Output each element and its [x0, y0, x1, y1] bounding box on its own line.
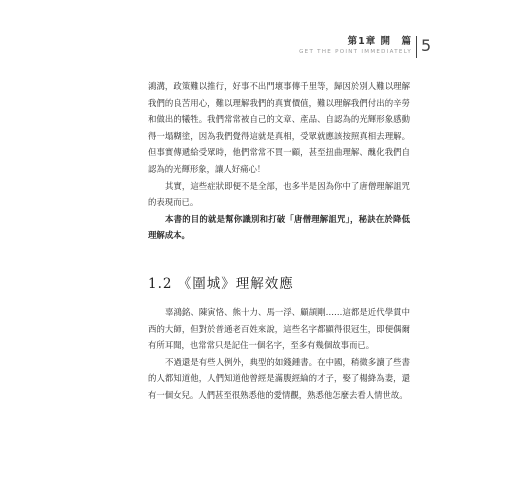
paragraph-symptoms: 其實，這些症狀即便不是全部，也多半是因為你中了唐僧理解詛咒的表現而已。	[148, 180, 410, 208]
section-heading: 1.2 《圍城》理解效應	[148, 276, 294, 292]
paragraph-book-purpose: 本書的目的就是幫你識別和打破「唐僧理解詛咒」，秘訣在於降低理解成本。	[148, 213, 410, 241]
paragraph-qian-zhongshu: 不過還是有些人例外，典型的如錢鍾書。在中國，稍微多讀了些書的人都知道他，人們知道他曾經是滿腹經綸的才子，娶了楊絳為妻，還有一個女兒。人們甚至很熟悉他的愛情觀，熟悉他怎麼去看人情世故。	[148, 356, 410, 400]
chapter-subtitle: GET THE POINT IMMEDIATELY	[299, 49, 412, 55]
top-text-block	[148, 78, 410, 244]
header-divider	[416, 36, 417, 58]
paragraph-continued: 鴻溝，政策難以推行，好事不出門壞事傳千里等，歸因於別人難以理解我們的良苦用心，難以理解我們的真實價值，難以理解我們付出的辛勞和做出的犧牲。我們常常被自己的文章、產品、自認為的光輝形象感動得一塌糊塗，因為我們覺得這就是真相，受眾就應該按照真相去理解。但事實傳遞給受眾時，他們常常不買一顧，甚至扭曲理解、醜化我們自認為的光輝形象，讓人好痛心！	[148, 81, 410, 174]
page-number: 5	[421, 36, 432, 55]
running-header	[299, 36, 412, 55]
chapter-title: 第1章 開 篇	[347, 36, 412, 47]
paragraph-scholars: 辜鴻銘、陳寅恪、熊十力、馬一浮、顧頡剛……這都是近代學貫中西的大師，但對於普通老百姓來說，這些名字都顯得很冠生，即便偶爾有所耳聞，也常常只是記住一個名字，至多有幾個故事而已。	[148, 307, 410, 351]
section-text-block	[148, 304, 410, 404]
